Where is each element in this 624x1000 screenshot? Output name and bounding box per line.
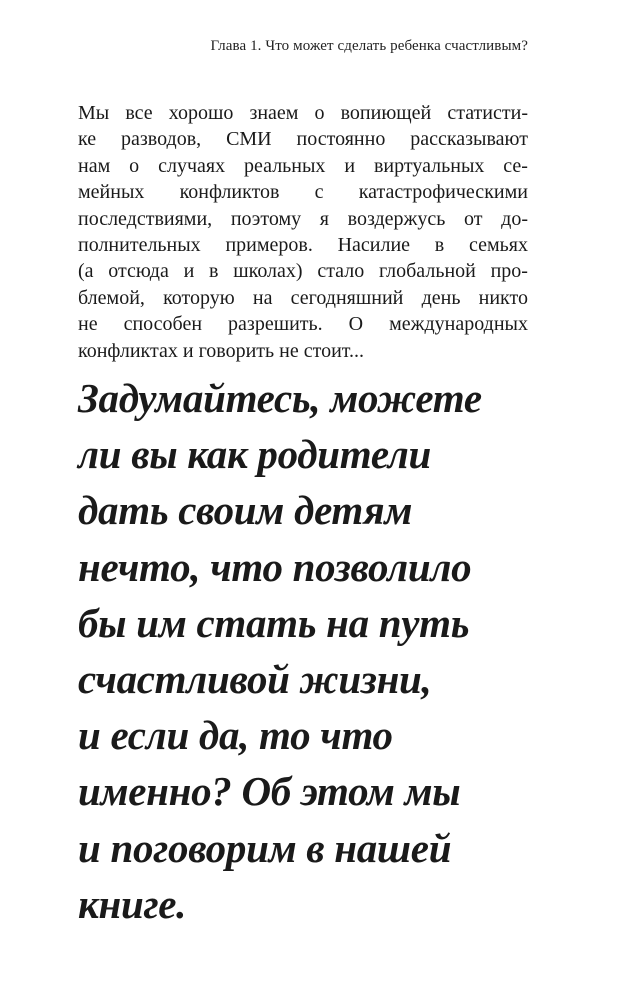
body-line: (а отсюда и в школах) стало глобальной про- <box>78 260 528 283</box>
body-line: не способен разрешить. О международных <box>78 313 528 336</box>
quote-line: и поговорим в нашей <box>78 824 452 871</box>
quote-line: ли вы как родители <box>78 431 431 478</box>
body-line: конфликтах и говорить не стоит... <box>78 339 365 362</box>
quote-line: бы им стать на путь <box>78 599 470 646</box>
body-line: блемой, которую на сегодняшний день никто <box>78 286 528 309</box>
body-line: полнительных примеров. Насилие в семьях <box>78 233 528 256</box>
quote-line: нечто, что позволило <box>78 543 472 590</box>
body-paragraph <box>78 100 528 364</box>
body-line: нам о случаях реальных и виртуальных се- <box>78 154 528 177</box>
running-header: Глава 1. Что может сделать ребенка счастливым? <box>210 38 528 54</box>
quote-line: счастливой жизни, <box>78 655 432 702</box>
quote-line: именно? Об этом мы <box>78 768 461 815</box>
quote-line: книге. <box>78 880 187 927</box>
body-line: ке разводов, СМИ постоянно рассказывают <box>78 128 528 151</box>
quote-line: дать своим детям <box>78 487 413 534</box>
body-line: последствиями, поэтому я воздержусь от до- <box>78 207 528 230</box>
quote-line: и если да, то что <box>78 712 393 759</box>
body-line: Мы все хорошо знаем о вопиющей статисти- <box>78 102 528 124</box>
pull-quote <box>78 370 548 932</box>
body-line: мейных конфликтов с катастрофическими <box>78 181 528 204</box>
quote-line: Задумайтесь, можете <box>78 375 482 421</box>
